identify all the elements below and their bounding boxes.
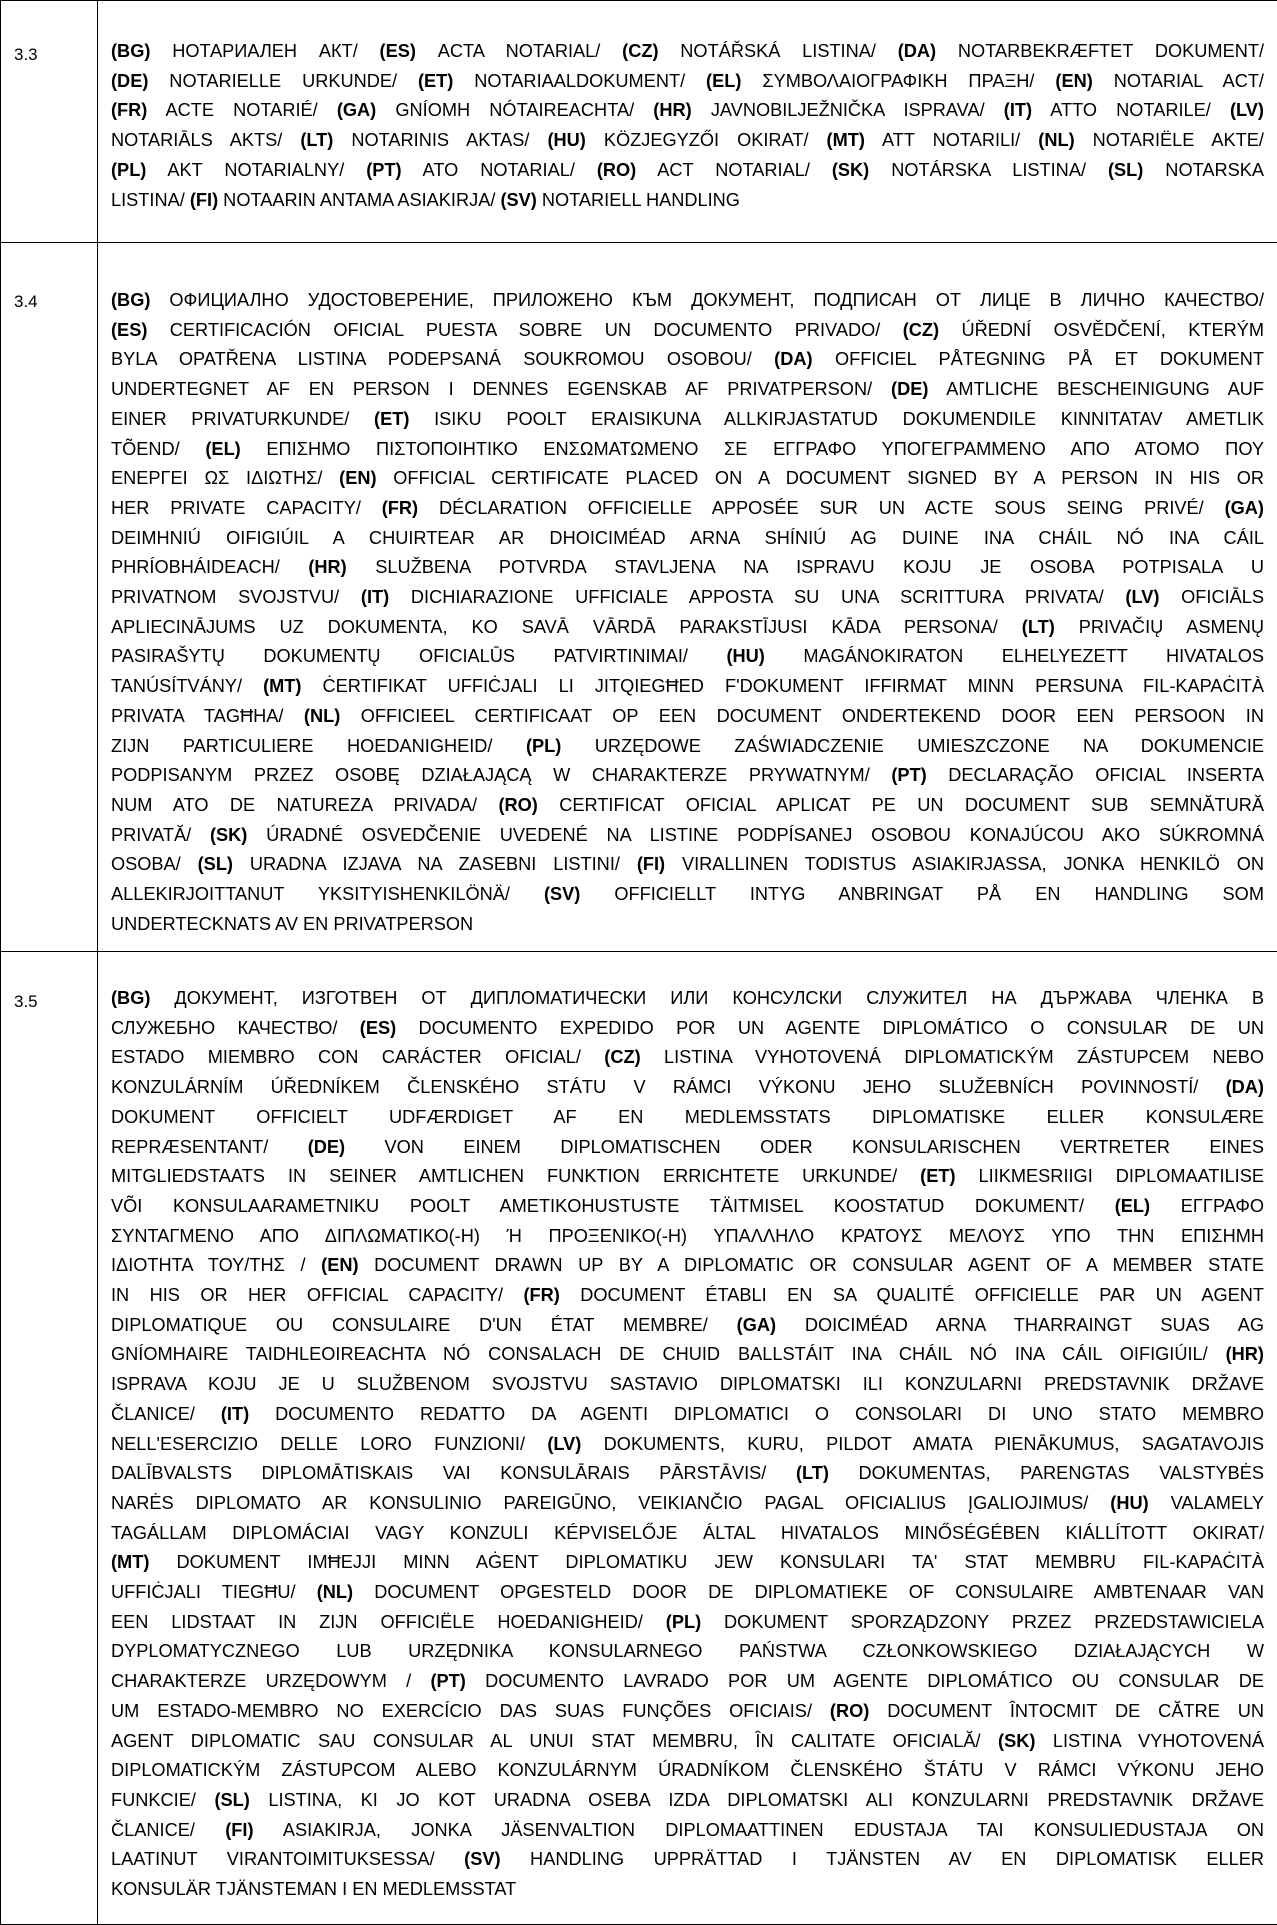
language-code: (SV) [544,884,580,904]
language-code: (NL) [1038,130,1074,150]
language-code: (PL) [111,160,146,180]
text-line: DEIMHNIÚ OIFIGIÚIL A CHUIRTEAR AR DHOICIMÉAD ARNA SHÍNIÚ AG DUINE INA CHÁIL NÓ INA CÁIL [111,524,1264,554]
language-code: (RO) [498,795,537,815]
language-code: (ES) [380,41,416,61]
text-line: (PL) AKT NOTARIALNY/ (PT) ATO NOTARIAL/ (RO) ACT NOTARIAL/ (SK) NOTÁRSKA LISTINA/ (SL) NOTARSKA [111,156,1264,186]
language-code: (LT) [300,130,333,150]
text-line: СЛУЖЕБНО КАЧЕСТВО/ (ES) DOCUMENTO EXPEDIDO POR UN AGENTE DIPLOMÁTICO O CONSULAR DE UN [111,1014,1264,1044]
text-line: (FR) ACTE NOTARIÉ/ (GA) GNÍOMH NÓTAIREACHTA/ (HR) JAVNOBILJEŽNIČKA ISPRAVA/ (IT) ATTO NOTARILE/ (LV) [111,96,1264,126]
text-line: PRIVATA TAGĦHA/ (NL) OFFICIEEL CERTIFICAAT OP EEN DOCUMENT ONDERTEKEND DOOR EEN PERSOON IN [111,702,1264,732]
language-code: (EL) [205,439,240,459]
text-line: (ES) CERTIFICACIÓN OFICIAL PUESTA SOBRE UN DOCUMENTO PRIVADO/ (CZ) ÚŘEDNÍ OSVĚDČENÍ, KTERÝM [111,316,1264,346]
text-line: APLIECINĀJUMS UZ DOKUMENTA, KO SAVĀ VĀRDĀ PARAKSTĪJUSI KĀDA PERSONA/ (LT) PRIVAČIŲ ASMENŲ [111,613,1264,643]
language-code: (BG) [111,290,150,310]
row-text-cell [98,243,1277,952]
language-code: (ET) [920,1166,955,1186]
text-line: (BG) ДОКУМЕНТ, ИЗГОТВЕН ОТ ДИПЛОМАТИЧЕСКИ ИЛИ КОНСУЛСКИ СЛУЖИТЕЛ НА ДЪРЖАВА ЧЛЕНКА В [111,984,1264,1014]
text-line: TÕEND/ (EL) ΕΠΙΣΗΜΟ ΠΙΣΤΟΠΟΙΗΤΙΚΟ ΕΝΣΩΜΑΤΩΜΕΝΟ ΣΕ ΕΓΓΡΑΦΟ ΥΠΟΓΕΓΡΑΜΜΕΝΟ ΑΠΟ ΑΤΟΜΟ ΠΟΥ [111,435,1264,465]
row-text-cell [98,1,1277,243]
language-code: (MT) [827,130,865,150]
language-code: (NL) [317,1582,353,1602]
text-line: ALLEKIRJOITTANUT YKSITYISHENKILÖNÄ/ (SV) OFFICIELLT INTYG ANBRINGAT PÅ EN HANDLING SOM [111,880,1264,910]
language-code: (ET) [418,71,453,91]
language-code: (HU) [726,646,764,666]
language-code: (PT) [366,160,401,180]
text-line: NOTARIĀLS AKTS/ (LT) NOTARINIS AKTAS/ (HU) KÖZJEGYZŐI OKIRAT/ (MT) ATT NOTARILI/ (NL) NOTARIËLE AKTE/ [111,126,1264,156]
text-line: DOKUMENT OFFICIELT UDFÆRDIGET AF EN MEDLEMSSTATS DIPLOMATISKE ELLER KONSULÆRE [111,1103,1264,1133]
language-code: (PL) [526,736,561,756]
table-row [1,1,1277,243]
language-code: (IT) [361,587,389,607]
text-line: DYPLOMATYCZNEGO LUB URZĘDNIKA KONSULARNEGO PAŃSTWA CZŁONKOWSKIEGO DZIAŁAJĄCYCH W [111,1637,1264,1667]
text-line: PRIVATNOM SVOJSTVU/ (IT) DICHIARAZIONE UFFICIALE APPOSTA SU UNA SCRITTURA PRIVATA/ (LV) OFICIĀLS [111,583,1264,613]
language-code: (NL) [304,706,340,726]
language-code: (DE) [891,379,928,399]
language-code: (SV) [500,190,536,210]
language-code: (FR) [523,1285,559,1305]
language-code: (RO) [830,1701,869,1721]
text-line: UNDERTEGNET AF EN PERSON I DENNES EGENSKAB AF PRIVATPERSON/ (DE) AMTLICHE BESCHEINIGUNG AUF [111,375,1264,405]
text-line: (BG) НОТАРИАЛЕН АКТ/ (ES) ACTA NOTARIAL/ (CZ) NOTÁŘSKÁ LISTINA/ (DA) NOTARBEKRÆFTET DOKUMENT/ [111,37,1264,67]
language-code: (HU) [547,130,585,150]
language-code: (RO) [597,160,636,180]
language-code: (SL) [214,1790,249,1810]
text-line: UNDERTECKNATS AV EN PRIVATPERSON [111,910,1264,940]
row-text [98,1,1277,215]
language-code: (GA) [337,100,376,120]
text-line: UM ESTADO-MEMBRO NO EXERCÍCIO DAS SUAS FUNÇÕES OFICIAIS/ (RO) DOCUMENT ÎNTOCMIT DE CĂTRE UN [111,1697,1264,1727]
text-line: AGENT DIPLOMATIC SAU CONSULAR AL UNUI STAT MEMBRU, ÎN CALITATE OFICIALĂ/ (SK) LISTINA VYHOTOVENÁ [111,1727,1264,1757]
text-line: NUM ATO DE NATUREZA PRIVADA/ (RO) CERTIFICAT OFICIAL APLICAT PE UN DOCUMENT SUB SEMNĂTURĂ [111,791,1264,821]
row-text [98,952,1277,1905]
language-code: (SK) [832,160,869,180]
language-code: (ES) [360,1018,396,1038]
language-code: (CZ) [903,320,939,340]
language-code: (FI) [637,854,665,874]
text-line: ČLANICE/ (IT) DOCUMENTO REDATTO DA AGENTI DIPLOMATICI O CONSOLARI DI UNO STATO MEMBRO [111,1400,1264,1430]
language-code: (DE) [111,71,148,91]
text-line: GNÍOMHAIRE TAIDHLEOIREACHTA NÓ CONSALACH DE CHUID BALLSTÁIT INA CHÁIL NÓ INA CÁIL OIFIGIÚIL/ (HR) [111,1340,1264,1370]
language-code: (EN) [339,468,376,488]
row-number-cell [1,1,98,243]
language-code: (PT) [430,1671,465,1691]
text-line: ESTADO MIEMBRO CON CARÁCTER OFICIAL/ (CZ) LISTINA VYHOTOVENÁ DIPLOMATICKÝM ZÁSTUPCEM NEBO [111,1043,1264,1073]
text-line: IN HIS OR HER OFFICIAL CAPACITY/ (FR) DOCUMENT ÉTABLI EN SA QUALITÉ OFFICIELLE PAR UN AGENT [111,1281,1264,1311]
text-line: LAATINUT VIRANTOIMITUKSESSA/ (SV) HANDLING UPPRÄTTAD I TJÄNSTEN AV EN DIPLOMATISK ELLER [111,1845,1264,1875]
language-code: (LT) [796,1463,829,1483]
language-code: (DA) [898,41,936,61]
language-code: (PL) [666,1612,701,1632]
row-number-cell [1,243,98,952]
text-line: PRIVATĂ/ (SK) ÚRADNÉ OSVEDČENIE UVEDENÉ NA LISTINE PODPÍSANEJ OSOBOU KONAJÚCOU AKO SÚKROMNÁ [111,821,1264,851]
row-number: 3.4 [1,243,97,312]
text-line: VÕI KONSULAARAMETNIKU POOLT AMETIKOHUSTUSTE TÄITMISEL KOOSTATUD DOKUMENT/ (EL) ΕΓΓΡΑΦΟ [111,1192,1264,1222]
text-line: DALĪBVALSTS DIPLOMĀTISKAIS VAI KONSULĀRAIS PĀRSTĀVIS/ (LT) DOKUMENTAS, PARENGTAS VALSTYBĖS [111,1459,1264,1489]
text-line: MITGLIEDSTAATS IN SEINER AMTLICHEN FUNKTION ERRICHTETE URKUNDE/ (ET) LIIKMESRIIGI DIPLOMAATILISE [111,1162,1264,1192]
text-line: REPRÆSENTANT/ (DE) VON EINEM DIPLOMATISCHEN ODER KONSULARISCHEN VERTRETER EINES [111,1133,1264,1163]
text-line: ΙΔΙΟΤΗΤΑ ΤΟΥ/ΤΗΣ / (EN) DOCUMENT DRAWN UP BY A DIPLOMATIC OR CONSULAR AGENT OF A MEMBER STATE [111,1251,1264,1281]
text-line: FUNKCIE/ (SL) LISTINA, KI JO KOT URADNA OSEBA IZDA DIPLOMATSKI ALI KONZULARNI PREDSTAVNIK DRŽAVE [111,1786,1264,1816]
table-row [1,952,1277,1925]
language-code: (PT) [891,765,926,785]
text-line: ISPRAVA KOJU JE U SLUŽBENOM SVOJSTVU SASTAVIO DIPLOMATSKI ILI KONZULARNI PREDSTAVNIK DRŽAVE [111,1370,1264,1400]
language-code: (HU) [1110,1493,1148,1513]
row-number: 3.5 [1,952,97,1012]
language-code: (SK) [210,825,247,845]
text-line: ZIJN PARTICULIERE HOEDANIGHEID/ (PL) URZĘDOWE ZAŚWIADCZENIE UMIESZCZONE NA DOKUMENCIE [111,732,1264,762]
text-line: (DE) NOTARIELLE URKUNDE/ (ET) NOTARIAALDOKUMENT/ (EL) ΣΥΜΒΟΛΑΙΟΓΡΑΦΙΚΗ ΠΡΑΞΗ/ (EN) NOTARIAL ACT/ [111,67,1264,97]
language-code: (EL) [706,71,741,91]
text-line: LISTINA/ (FI) NOTAARIN ANTAMA ASIAKIRJA/ (SV) NOTARIELL HANDLING [111,186,1264,216]
language-code: (FI) [225,1820,253,1840]
text-line: OSOBA/ (SL) URADNA IZJAVA NA ZASEBNI LISTINI/ (FI) VIRALLINEN TODISTUS ASIAKIRJASSA, JONKA HENKILÖ ON [111,850,1264,880]
row-text-cell [98,952,1277,1925]
language-code: (LT) [1022,617,1055,637]
text-line: TANÚSÍTVÁNY/ (MT) ĊERTIFIKAT UFFIĊJALI LI JITQIEGĦED F'DOKUMENT IFFIRMAT MINN PERSUNA FIL-KAPAĊITÀ [111,672,1264,702]
language-code: (DA) [1226,1077,1264,1097]
row-number: 3.3 [1,1,97,65]
text-line: TAGÁLLAM DIPLOMÁCIAI VAGY KONZULI KÉPVISELŐJE ÁLTAL HIVATALOS MINŐSÉGÉBEN KIÁLLÍTOTT OKIRAT/ [111,1519,1264,1549]
text-line: ΕΝΕΡΓΕΙ ΩΣ ΙΔΙΩΤΗΣ/ (EN) OFFICIAL CERTIFICATE PLACED ON A DOCUMENT SIGNED BY A PERSON IN HIS OR [111,464,1264,494]
text-line: KONZULÁRNÍM ÚŘEDNÍKEM ČLENSKÉHO STÁTU V RÁMCI VÝKONU JEHO SLUŽEBNÍCH POVINNOSTÍ/ (DA) [111,1073,1264,1103]
language-code: (SL) [198,854,233,874]
text-line: (MT) DOKUMENT IMĦEJJI MINN AĠENT DIPLOMATIKU JEW KONSULARI TA' STAT MEMBRU FIL-KAPAĊITÀ [111,1548,1264,1578]
language-code: (HR) [308,557,346,577]
language-code: (ES) [111,320,147,340]
language-code: (CZ) [622,41,658,61]
language-code: (SK) [998,1731,1035,1751]
text-line: PODPISANYM PRZEZ OSOBĘ DZIAŁAJĄCĄ W CHARAKTERZE PRYWATNYM/ (PT) DECLARAÇÃO OFICIAL INSERTA [111,761,1264,791]
text-line: EINER PRIVATURKUNDE/ (ET) ISIKU POOLT ERAISIKUNA ALLKIRJASTATUD DOKUMENDILE KINNITATAV AMETLIK [111,405,1264,435]
language-code: (IT) [221,1404,249,1424]
language-code: (BG) [111,988,150,1008]
language-code: (LV) [1125,587,1159,607]
text-line: PHRÍOBHÁIDEACH/ (HR) SLUŽBENA POTVRDA STAVLJENA NA ISPRAVU KOJU JE OSOBA POTPISALA U [111,553,1264,583]
language-code: (FR) [382,498,418,518]
language-code: (LV) [1230,100,1264,120]
text-line: NELL'ESERCIZIO DELLE LORO FUNZIONI/ (LV) DOKUMENTS, KURU, PILDOT AMATA PIENĀKUMUS, SAGATAVOJIS [111,1430,1264,1460]
text-line: EEN LIDSTAAT IN ZIJN OFFICIËLE HOEDANIGHEID/ (PL) DOKUMENT SPORZĄDZONY PRZEZ PRZEDSTAWICIELA [111,1608,1264,1638]
text-line: HER PRIVATE CAPACITY/ (FR) DÉCLARATION OFFICIELLE APPOSÉE SUR UN ACTE SOUS SEING PRIVÉ/ (GA) [111,494,1264,524]
language-code: (ET) [374,409,409,429]
language-code: (DA) [774,349,812,369]
language-code: (HR) [653,100,691,120]
language-code: (LV) [547,1434,581,1454]
text-line: BYLA OPATŘENA LISTINA PODEPSANÁ SOUKROMOU OSOBOU/ (DA) OFFICIEL PÅTEGNING PÅ ET DOKUMENT [111,345,1264,375]
language-code: (FR) [111,100,147,120]
language-code: (SL) [1108,160,1143,180]
table-row [1,243,1277,952]
language-code: (CZ) [604,1047,640,1067]
language-code: (BG) [111,41,150,61]
language-code: (HR) [1226,1344,1264,1364]
text-line: DIPLOMATICKÝM ZÁSTUPCOM ALEBO KONZULÁRNYM ÚRADNÍKOM ČLENSKÉHO ŠTÁTU V RÁMCI VÝKONU JEHO [111,1756,1264,1786]
language-code: (EN) [321,1255,358,1275]
text-line: NARĖS DIPLOMATO AR KONSULINIO PAREIGŪNO, VEIKIANČIO PAGAL OFICIALIUS ĮGALIOJIMUS/ (HU) VALAMELY [111,1489,1264,1519]
text-line: CHARAKTERZE URZĘDOWYM / (PT) DOCUMENTO LAVRADO POR UM AGENTE DIPLOMÁTICO OU CONSULAR DE [111,1667,1264,1697]
text-line: ΣΥΝΤΑΓΜΕΝΟ ΑΠΟ ΔΙΠΛΩΜΑΤΙΚΟ(-Η) Ή ΠΡΟΞΕΝΙΚΟ(-Η) ΥΠΑΛΛΗΛΟ ΚΡΑΤΟΥΣ ΜΕΛΟΥΣ ΥΠΟ ΤΗΝ ΕΠΙΣΗΜΗ [111,1222,1264,1252]
text-line: (BG) ОФИЦИАЛНО УДОСТОВЕРЕНИЕ, ПРИЛОЖЕНО КЪМ ДОКУМЕНТ, ПОДПИСАН ОТ ЛИЦЕ В ЛИЧНО КАЧЕСТВО/ [111,286,1264,316]
text-line: KONSULÄR TJÄNSTEMAN I EN MEDLEMSSTAT [111,1875,1264,1905]
language-code: (SV) [464,1849,500,1869]
language-code: (FI) [190,190,218,210]
language-code: (MT) [111,1552,149,1572]
language-code: (EL) [1115,1196,1150,1216]
text-line: UFFIĊJALI TIEGĦU/ (NL) DOCUMENT OPGESTELD DOOR DE DIPLOMATIEKE OF CONSULAIRE AMBTENAAR VAN [111,1578,1264,1608]
language-code: (MT) [263,676,301,696]
language-code: (DE) [308,1137,345,1157]
text-line: DIPLOMATIQUE OU CONSULAIRE D'UN ÉTAT MEMBRE/ (GA) DOICIMÉAD ARNA THARRAINGT SUAS AG [111,1311,1264,1341]
language-code: (EN) [1055,71,1092,91]
row-number-cell [1,952,98,1925]
language-code: (GA) [1225,498,1264,518]
row-text [98,243,1277,939]
text-line: PASIRAŠYTŲ DOKUMENTŲ OFICIALŪS PATVIRTINIMAI/ (HU) MAGÁNOKIRATON ELHELYEZETT HIVATALOS [111,642,1264,672]
language-code: (GA) [737,1315,776,1335]
language-code: (IT) [1004,100,1032,120]
text-line: ČLANICE/ (FI) ASIAKIRJA, JONKA JÄSENVALTION DIPLOMAATTINEN EDUSTAJA TAI KONSULIEDUSTAJA ON [111,1816,1264,1846]
